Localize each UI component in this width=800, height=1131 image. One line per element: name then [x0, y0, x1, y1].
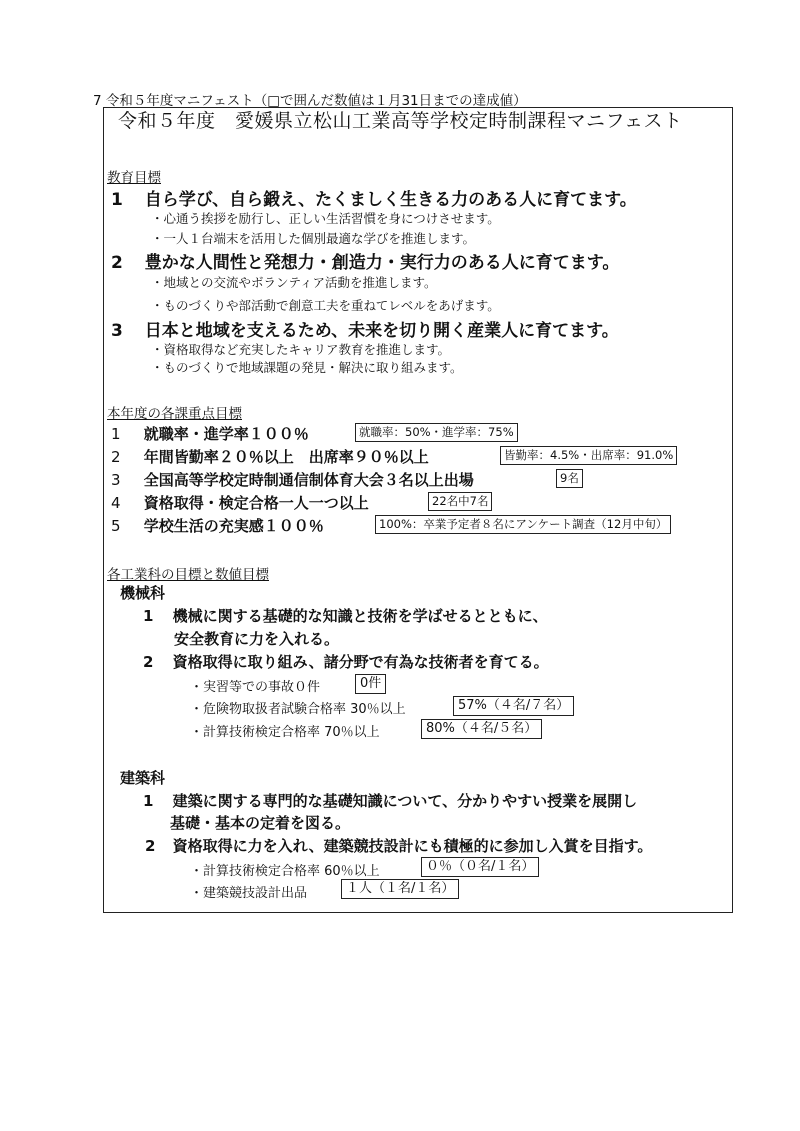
goal-text: 日本と地域を支えるため、未来を切り開く産業人に育てます。 [144, 321, 619, 341]
item-text: 全国高等学校定時制通信制体育大会３名以上出場 [143, 471, 474, 489]
target-label: ・危険物取扱者試験合格率 30％以上 [190, 702, 406, 717]
item-number: 2 [111, 448, 121, 466]
item-text: 就職率・進学率１００％ [143, 425, 309, 443]
architecture-goal-1 [143, 790, 637, 811]
page-title: 令和５年度 愛媛県立松山工業高等学校定時制課程マニフェスト [118, 110, 683, 132]
goal-number: 1 [111, 190, 123, 210]
architecture-goal-1-cont: 基礎・基本の定着を図る。 [170, 814, 351, 832]
goal-text: 機械に関する基礎的な知識と技術を学ばせるとともに、 [172, 607, 548, 625]
result-box: 22名中7名 [428, 492, 492, 511]
priority-item-5 [111, 515, 324, 536]
goal-text: 自ら学び、自ら鍛え、たくましく生きる力のある人に育てます。 [144, 190, 637, 210]
goal-text: 建築に関する専門的な基礎知識について、分かりやすい授業を展開し [172, 792, 638, 810]
goal-bullet: ・心通う挨拶を励行し、正しい生活習慣を身につけさせます。 [151, 211, 500, 226]
result-box: 0件 [355, 674, 386, 694]
item-number: 1 [111, 425, 121, 443]
priority-item-4 [111, 492, 369, 513]
education-goal-3 [111, 316, 619, 341]
result-box: 57%（４名/７名） [453, 696, 574, 716]
goal-number: 2 [111, 253, 123, 273]
target-label: ・計算技術検定合格率 70％以上 [190, 725, 380, 740]
goal-bullet: ・地域との交流やボランティア活動を推進します。 [151, 275, 437, 290]
dept-mechanical-name: 機械科 [120, 584, 166, 602]
priority-heading: 本年度の各課重点目標 [107, 406, 242, 422]
goal-text: 豊かな人間性と発想力・創造力・実行力のある人に育てます。 [144, 253, 620, 273]
goal-bullet: ・資格取得など充実したキャリア教育を推進します。 [151, 342, 451, 357]
goal-bullet: ・ものづくりで地域課題の発見・解決に取り組みます。 [151, 360, 463, 375]
result-box: １人（１名/１名） [341, 879, 459, 899]
target-label: ・実習等での事故０件 [190, 680, 321, 695]
dept-architecture-name: 建築科 [120, 769, 166, 787]
mechanical-goal-2 [143, 651, 549, 672]
goal-bullet: ・ものづくりや部活動で創意工夫を重ねてレベルをあげます。 [151, 298, 500, 313]
item-number: 5 [111, 517, 121, 535]
education-goal-1 [111, 185, 637, 210]
mechanical-goal-1 [143, 605, 548, 626]
goal-number: 2 [143, 653, 154, 671]
result-box: 皆勤率：4.5%・出席率：91.0% [500, 446, 677, 465]
education-heading: 教育目標 [107, 170, 161, 186]
result-box: 100%：卒業予定者８名にアンケート調査（12月中旬） [375, 515, 671, 534]
goal-number: 3 [111, 321, 123, 341]
target-label: ・建築競技設計出品 [190, 886, 308, 901]
education-goal-2 [111, 248, 619, 273]
departments-heading: 各工業科の目標と数値目標 [107, 567, 269, 583]
goal-number: 1 [143, 792, 154, 810]
item-text: 学校生活の充実感１００％ [143, 517, 324, 535]
priority-item-1 [111, 423, 309, 444]
mechanical-goal-1-cont: 安全教育に力を入れる。 [174, 630, 340, 648]
goal-number: 2 [145, 837, 156, 855]
result-box: 9名 [556, 469, 583, 488]
goal-text: 資格取得に取り組み、諸分野で有為な技術者を育てる。 [172, 653, 549, 671]
goal-number: 1 [143, 607, 154, 625]
architecture-goal-2 [145, 835, 652, 856]
goal-bullet: ・一人１台端末を活用した個別最適な学びを推進します。 [151, 231, 476, 246]
item-text: 資格取得・検定合格一人一つ以上 [143, 494, 369, 512]
result-box: ０％（０名/１名） [421, 857, 539, 877]
item-text: 年間皆勤率２０％以上 出席率９０％以上 [143, 448, 429, 466]
result-box: 80%（４名/５名） [421, 719, 542, 739]
item-number: 4 [111, 494, 121, 512]
result-box: 就職率：50%・進学率：75% [355, 423, 518, 442]
goal-text: 資格取得に力を入れ、建築競技設計にも積極的に参加し入賞を目指す。 [172, 837, 653, 855]
priority-item-2 [111, 446, 429, 467]
priority-item-3 [111, 469, 474, 490]
item-number: 3 [111, 471, 121, 489]
page-caption: 7 令和５年度マニフェスト（□で囲んだ数値は１月31日までの達成値） [93, 93, 527, 109]
target-label: ・計算技術検定合格率 60％以上 [190, 864, 380, 879]
